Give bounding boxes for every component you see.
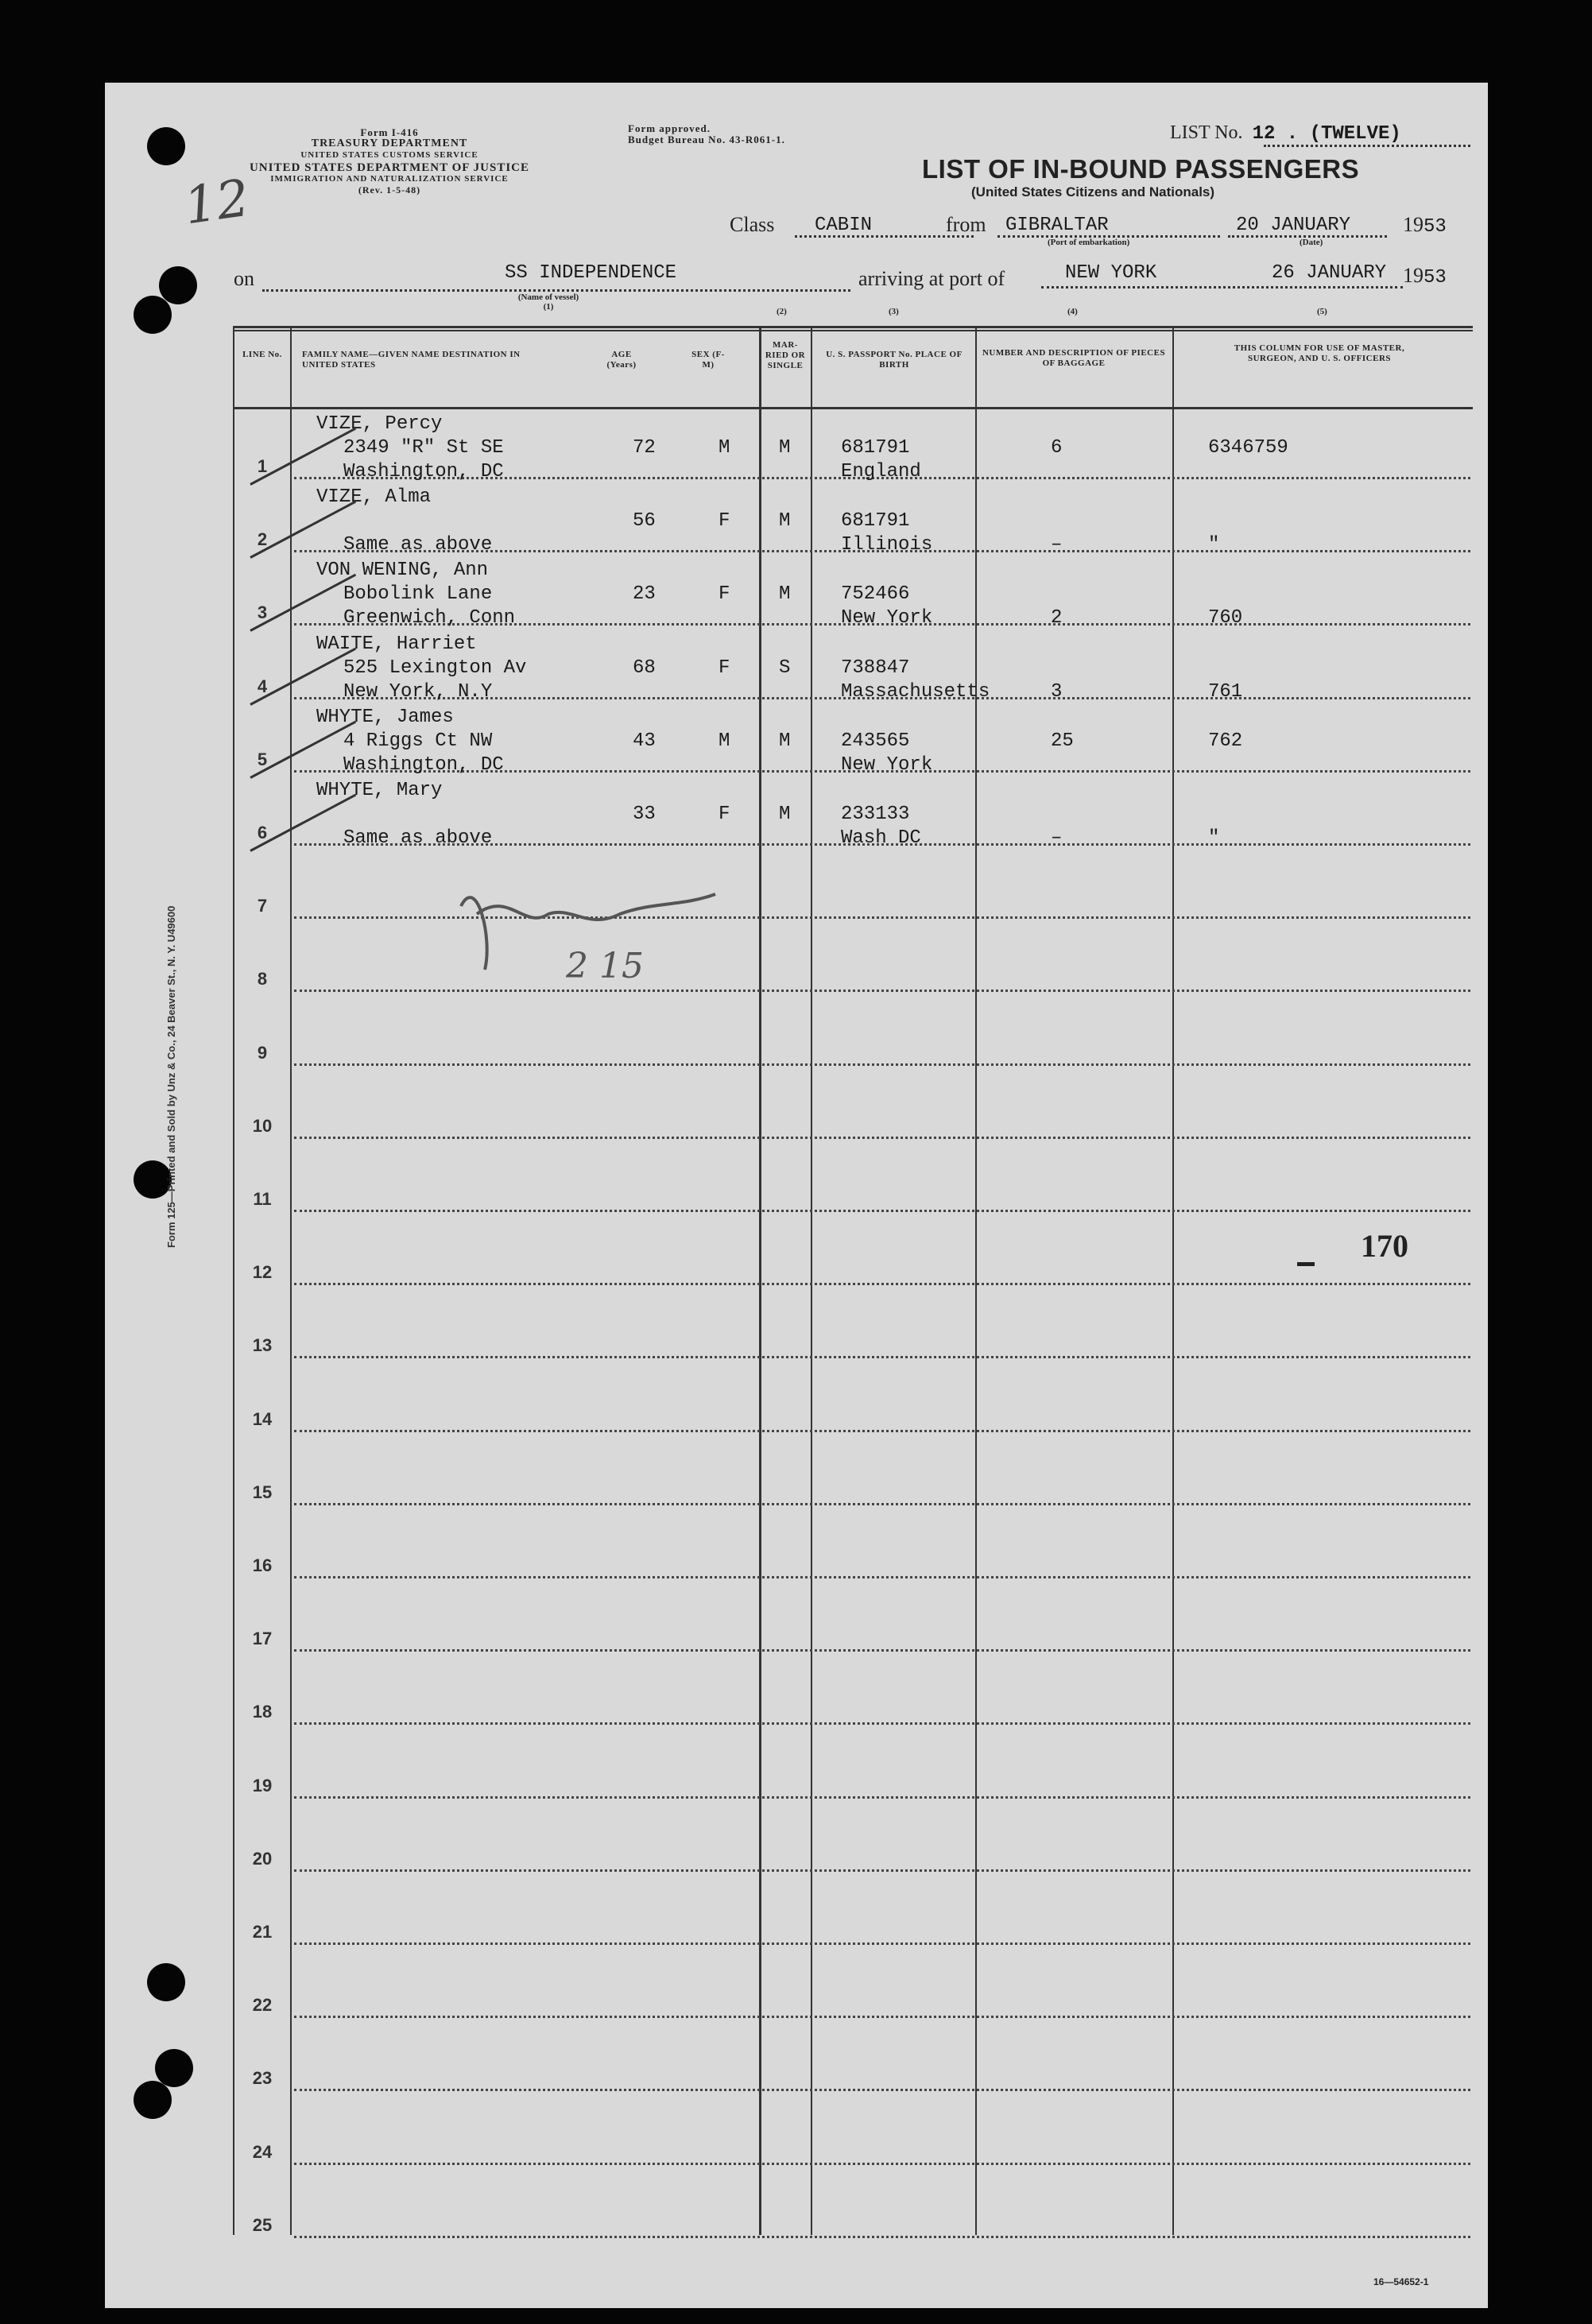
passenger-age: 43 xyxy=(633,730,656,752)
row-rule xyxy=(294,1430,1470,1432)
passenger-dest2: Washington, DC xyxy=(343,461,504,482)
margin-mark: 12 xyxy=(180,168,254,237)
row-rule xyxy=(294,2089,1470,2091)
col-divider xyxy=(975,327,977,2235)
passenger-passport: 233133 xyxy=(841,804,910,825)
passenger-name: VIZE, Alma xyxy=(316,486,432,509)
line-number: 2 xyxy=(257,529,268,550)
stamp-dash xyxy=(1297,1262,1315,1266)
col-num-5: (5) xyxy=(1317,307,1327,316)
passenger-officer: 6346759 xyxy=(1208,437,1288,459)
date-caption: (Date) xyxy=(1300,238,1323,247)
col-divider xyxy=(290,327,292,2235)
binder-hole xyxy=(134,2081,172,2119)
passenger-baggage: 6 xyxy=(1051,437,1063,459)
passenger-officer: " xyxy=(1208,534,1220,556)
row-rule xyxy=(294,1796,1470,1799)
passenger-dest1: Bobolink Lane xyxy=(343,583,493,606)
form-number: Form I-416 xyxy=(360,126,419,138)
passenger-officer: 760 xyxy=(1208,607,1243,629)
header-sex: SEX (F-M) xyxy=(691,350,725,370)
passenger-name: WHYTE, James xyxy=(316,706,454,728)
passenger-baggage: – xyxy=(1051,534,1063,556)
line-number: 14 xyxy=(252,1408,273,1429)
arrival-year-suffix: 53 xyxy=(1424,267,1447,289)
row-rule xyxy=(294,1503,1470,1505)
passenger-marital: M xyxy=(779,730,791,752)
line-number: 24 xyxy=(252,2141,273,2162)
line-number: 7 xyxy=(257,896,268,916)
passenger-age: 33 xyxy=(633,804,656,825)
passenger-age: 56 xyxy=(633,510,656,533)
list-number-line xyxy=(1264,145,1470,147)
binder-hole xyxy=(159,266,197,304)
line-number: 6 xyxy=(257,823,268,842)
class-label: Class xyxy=(730,213,775,236)
on-label: on xyxy=(234,267,254,290)
line-number: 10 xyxy=(252,1115,273,1136)
arrival-year: 1953 xyxy=(1403,264,1447,289)
passenger-name: WHYTE, Mary xyxy=(316,780,443,801)
line-number: 12 xyxy=(252,1262,273,1283)
line-number: 3 xyxy=(257,602,268,623)
passenger-birthplace: Wash DC xyxy=(841,827,921,849)
row-rule xyxy=(294,1356,1470,1358)
header-married: MAR- RIED OR SINGLE xyxy=(765,340,806,370)
passenger-baggage: 25 xyxy=(1051,730,1074,752)
approval-line2: Budget Bureau No. 43-R061-1. xyxy=(628,134,785,145)
passenger-sex: M xyxy=(719,437,730,459)
dept1-title: TREASURY DEPARTMENT xyxy=(311,138,468,149)
row-rule xyxy=(294,1869,1470,1872)
col-divider xyxy=(759,327,761,2235)
passenger-marital: M xyxy=(779,437,791,459)
passenger-dest1: 525 Lexington Av xyxy=(343,657,527,679)
line-number: 1 xyxy=(257,456,268,476)
vessel-name: SS INDEPENDENCE xyxy=(505,262,677,284)
line-number: 25 xyxy=(252,2214,273,2235)
approval-line1: Form approved. xyxy=(628,122,711,134)
dept1-subtitle: UNITED STATES CUSTOMS SERVICE xyxy=(300,150,478,160)
passenger-birthplace: Illinois xyxy=(841,534,933,556)
page-subtitle: (United States Citizens and Nationals) xyxy=(971,184,1215,199)
line-number: 21 xyxy=(252,1922,273,1942)
line-number: 22 xyxy=(252,1995,273,2016)
header-officers: THIS COLUMN FOR USE OF MASTER, SURGEON, AND U. S. OFFICERS xyxy=(1234,343,1405,363)
form-sheet xyxy=(105,83,1488,2308)
line-number: 19 xyxy=(252,1775,273,1795)
arriving-label: arriving at port of xyxy=(858,267,1005,290)
year-suffix: 53 xyxy=(1424,216,1447,238)
page-title: LIST OF IN-BOUND PASSENGERS xyxy=(922,154,1360,184)
row-rule xyxy=(294,1576,1470,1578)
passenger-name: WAITE, Harriet xyxy=(316,633,477,655)
passenger-marital: M xyxy=(779,583,791,606)
col-num-2: (2) xyxy=(777,307,787,316)
passenger-sex: F xyxy=(719,510,730,533)
list-number-label: LIST No. xyxy=(1170,122,1243,143)
table-top-rule-2 xyxy=(233,330,1473,331)
passenger-passport: 681791 xyxy=(841,437,910,459)
passenger-sex: F xyxy=(719,583,730,606)
line-number: 13 xyxy=(252,1335,273,1356)
header-name: FAMILY NAME—GIVEN NAME DESTINATION IN UNITED STATES xyxy=(302,350,521,370)
line-number: 23 xyxy=(252,2068,273,2089)
row-rule xyxy=(294,1210,1470,1212)
row-rule xyxy=(294,1942,1470,1945)
line-number: 15 xyxy=(252,1482,273,1502)
line-number: 20 xyxy=(252,1848,273,1869)
arrival-date: 26 JANUARY xyxy=(1272,262,1387,284)
passenger-baggage: 3 xyxy=(1051,680,1063,703)
col-num-1: (1) xyxy=(543,302,554,312)
arrival-port: NEW YORK xyxy=(1065,262,1157,284)
line-number: 16 xyxy=(252,1555,273,1575)
arrival-line xyxy=(1041,286,1403,289)
col-divider xyxy=(1172,327,1174,2235)
passenger-passport: 738847 xyxy=(841,657,910,679)
vessel-caption: (Name of vessel) (1) xyxy=(501,292,596,312)
passenger-dest2: Same as above xyxy=(343,534,493,556)
line-number: 5 xyxy=(257,749,268,769)
passenger-age: 68 xyxy=(633,657,656,679)
dept2-title: UNITED STATES DEPARTMENT OF JUSTICE xyxy=(249,161,530,174)
row-rule xyxy=(294,2163,1470,2165)
line-number: 17 xyxy=(252,1629,273,1649)
passenger-marital: M xyxy=(779,804,791,825)
vessel-line xyxy=(262,289,850,292)
year-prefix: 1953 xyxy=(1403,213,1447,238)
binder-hole xyxy=(155,2049,193,2087)
embarkation-caption: (Port of embarkation) xyxy=(1048,238,1130,247)
row-rule xyxy=(294,1137,1470,1139)
binder-hole xyxy=(134,296,172,334)
col-divider xyxy=(811,327,812,2235)
embarkation-port: GIBRALTAR xyxy=(1005,215,1109,236)
footer-code: 16—54652-1 xyxy=(1373,2276,1429,2287)
embarkation-date: 20 JANUARY xyxy=(1236,215,1351,236)
passenger-passport: 681791 xyxy=(841,510,910,533)
binder-hole xyxy=(147,127,185,165)
row-rule xyxy=(294,1649,1470,1652)
passenger-baggage: – xyxy=(1051,827,1063,849)
passenger-birthplace: New York xyxy=(841,753,933,776)
stamp-number: 170 xyxy=(1361,1228,1408,1264)
passenger-passport: 752466 xyxy=(841,583,910,606)
table-header-rule xyxy=(233,407,1473,409)
header-baggage: NUMBER AND DESCRIPTION OF PIECES OF BAGGAGE xyxy=(982,348,1166,368)
passenger-name: VON WENING, Ann xyxy=(316,560,489,582)
passenger-age: 23 xyxy=(633,583,656,606)
passenger-birthplace: England xyxy=(841,461,921,482)
form-info-block xyxy=(230,127,548,196)
passenger-marital: S xyxy=(779,657,791,679)
col-num-3: (3) xyxy=(889,307,899,316)
list-number xyxy=(1170,122,1401,145)
col-num-4: (4) xyxy=(1067,307,1078,316)
passenger-marital: M xyxy=(779,510,791,533)
dept2-subtitle: IMMIGRATION AND NATURALIZATION SERVICE xyxy=(270,174,509,184)
table-left-border xyxy=(233,327,234,2235)
passenger-sex: M xyxy=(719,730,730,752)
line-number: 9 xyxy=(257,1042,268,1063)
passenger-age: 72 xyxy=(633,437,656,459)
passenger-dest1: 2349 "R" St SE xyxy=(343,437,504,459)
passenger-dest2: New York, N.Y xyxy=(343,680,493,703)
line-number: 18 xyxy=(252,1702,273,1722)
passenger-dest1: 4 Riggs Ct NW xyxy=(343,730,493,752)
line-number: 4 xyxy=(257,676,268,696)
passenger-baggage: 2 xyxy=(1051,607,1063,629)
line-number: 11 xyxy=(253,1189,272,1209)
line-number: 8 xyxy=(257,969,268,990)
printer-imprint: Form 125—Printed and Sold by Unz & Co., 24 Beaver St., N. Y. U49600 xyxy=(165,905,177,1248)
passenger-dest2: Washington, DC xyxy=(343,753,504,776)
row-rule xyxy=(294,1283,1470,1285)
class-value: CABIN xyxy=(815,215,873,236)
header-age: AGE (Years) xyxy=(606,350,637,370)
table-top-rule xyxy=(233,326,1473,328)
passenger-dest2: Same as above xyxy=(343,827,493,849)
header-line-no: LINE No. xyxy=(242,350,282,359)
passenger-sex: F xyxy=(719,657,730,679)
passenger-birthplace: New York xyxy=(841,607,933,629)
row-rule xyxy=(294,2236,1470,2238)
handwritten-number: 2 15 xyxy=(566,946,644,986)
passenger-passport: 243565 xyxy=(841,730,910,752)
passenger-officer: " xyxy=(1208,827,1220,849)
row-rule xyxy=(294,2016,1470,2018)
passenger-birthplace: Massachusetts xyxy=(841,680,990,703)
passenger-sex: F xyxy=(719,804,730,825)
binder-hole xyxy=(147,1963,185,2001)
revision-date: (Rev. 1-5-48) xyxy=(358,184,421,196)
passenger-name: VIZE, Percy xyxy=(316,413,443,435)
from-label: from xyxy=(946,213,986,236)
header-passport: U. S. PASSPORT No. PLACE OF BIRTH xyxy=(826,350,963,370)
passenger-dest2: Greenwich, Conn xyxy=(343,607,516,629)
list-number-value: 12 . (TWELVE) xyxy=(1252,123,1401,145)
row-rule xyxy=(294,1063,1470,1066)
passenger-officer: 762 xyxy=(1208,730,1243,752)
passenger-officer: 761 xyxy=(1208,680,1243,703)
row-rule xyxy=(294,1722,1470,1725)
approval-block xyxy=(628,123,785,145)
